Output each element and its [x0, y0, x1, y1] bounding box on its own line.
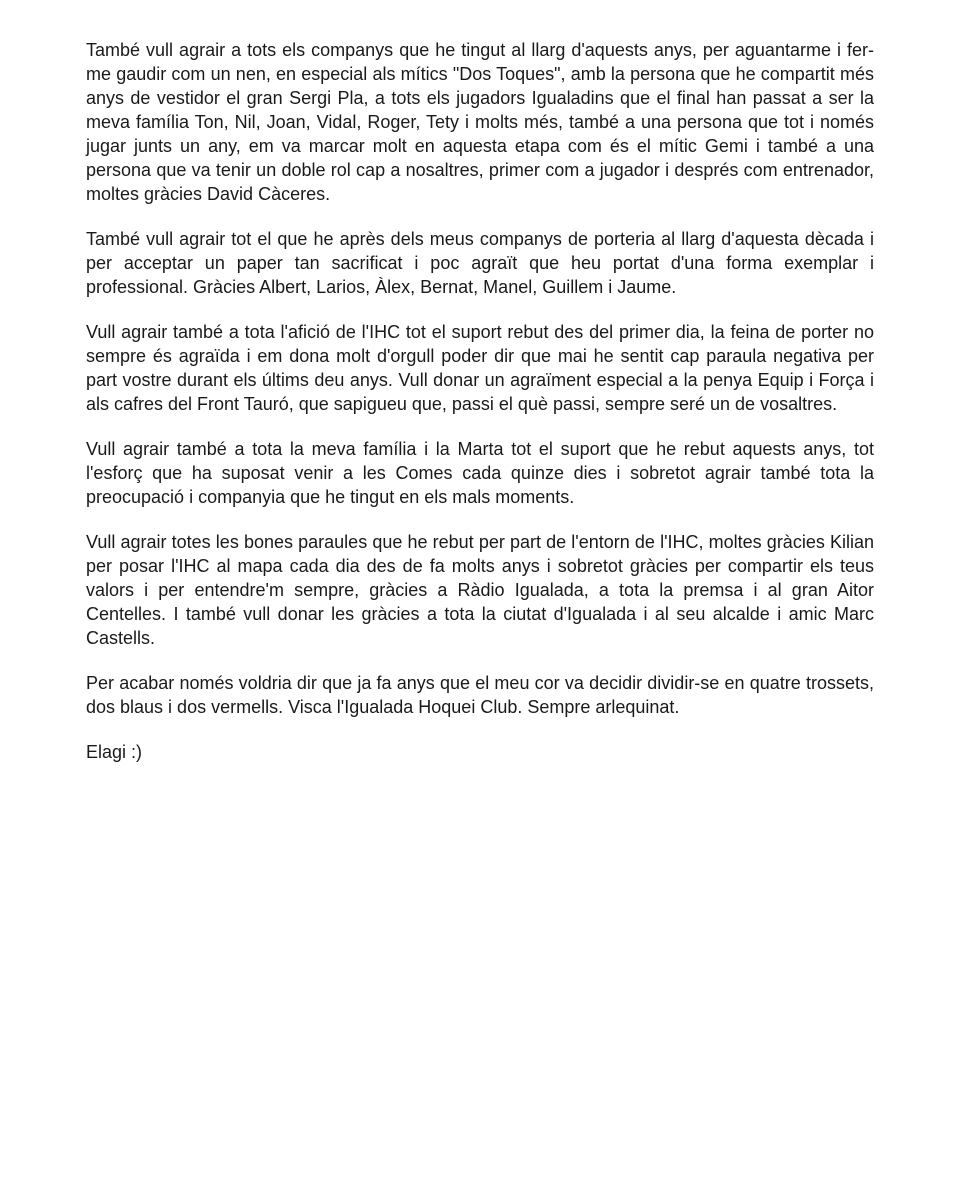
- signature: Elagi :): [86, 742, 143, 762]
- paragraph-family: Vull agrair també a tota la meva família i la Marta tot el suport que he rebut aquests anys, tot l'esforç que ha suposat venir a les Comes cada quinze dies i sobretot agrair també tota la preocupació i companyia que he tingut en els mals moments.: [86, 439, 874, 507]
- paragraph-goalkeepers: També vull agrair tot el que he après dels meus companys de porteria al llarg d'aquesta dècada i per acceptar un paper tan sacrificat i poc agraït que heu portat d'una forma exemplar i professional. Gràcies Albert, Larios, Àlex, Bernat, Manel, Guillem i Jaume.: [86, 229, 874, 297]
- paragraph-closing: Per acabar només voldria dir que ja fa anys que el meu cor va decidir dividir-se en quatre trossets, dos blaus i dos vermells. Visca l'Igualada Hoquei Club. Sempre arlequinat.: [86, 673, 874, 717]
- paragraph-fans: Vull agrair també a tota l'afició de l'IHC tot el suport rebut des del primer dia, la feina de porter no sempre és agraïda i em dona molt d'orgull poder dir que mai he sentit cap paraula negativa per part vostre durant els últims deu anys. Vull donar un agraïment especial a la penya Equip i Força i als cafres del Front Tauró, que sapigueu que, passi el què passi, sempre seré un de vosaltres.: [86, 322, 874, 414]
- paragraph-press-city: Vull agrair totes les bones paraules que he rebut per part de l'entorn de l'IHC, moltes gràcies Kilian per posar l'IHC al mapa cada dia des de fa molts anys i sobretot gràcies per compartir els teus valors i per entendre'm sempre, gràcies a Ràdio Igualada, a tota la premsa i al gran Aitor Centelles. I també vull donar les gràcies a tota la ciutat d'Igualada i al seu alcalde i amic Marc Castells.: [86, 532, 874, 648]
- letter-document: [86, 38, 874, 764]
- paragraph-teammates: També vull agrair a tots els companys que he tingut al llarg d'aquests anys, per aguantarme i fer-me gaudir com un nen, en especial als mítics "Dos Toques", amb la persona que he compartit més anys de vestidor el gran Sergi Pla, a tots els jugadors Igualadins que el final han passat a ser la meva família Ton, Nil, Joan, Vidal, Roger, Tety i molts més, també a una persona que tot i només jugar junts un any, em va marcar molt en aquesta etapa com és el mític Gemi i també a una persona que va tenir un doble rol cap a nosaltres, primer com a jugador i després com entrenador, moltes gràcies David Càceres.: [86, 40, 874, 204]
